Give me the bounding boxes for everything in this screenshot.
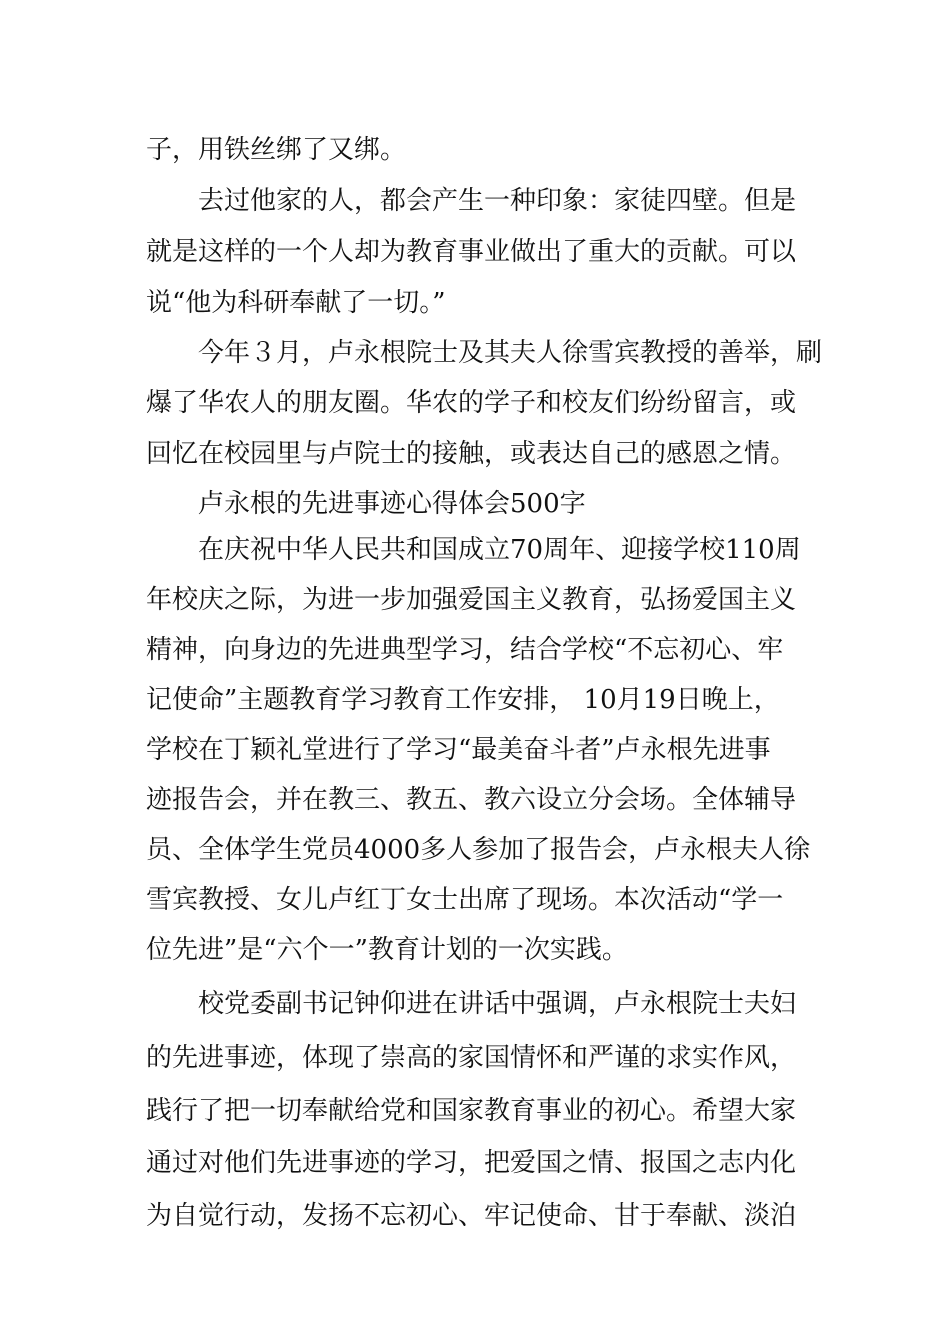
paragraph-first-line: 去过他家的人，都会产生一种印象：家徒四壁。但是	[198, 186, 797, 216]
text-line: 为自觉行动，发扬不忘初心、牢记使命、甘于奉献、淡泊	[146, 1201, 797, 1231]
text-line: 爆了华农人的朋友圈。华农的学子和校友们纷纷留言，或	[146, 388, 797, 418]
paragraph-first-line: 校党委副书记钟仰进在讲话中强调，卢永根院士夫妇	[198, 989, 797, 1019]
paragraph-first-line: 今年３月，卢永根院士及其夫人徐雪宾教授的善举，刷	[198, 338, 823, 368]
text-line: 员、全体学生党员4000多人参加了报告会，卢永根夫人徐	[146, 835, 811, 865]
text-line: 雪宾教授、女儿卢红丁女士出席了现场。本次活动“学一	[146, 885, 784, 915]
text-line: 位先进”是“六个一”教育计划的一次实践。	[146, 935, 628, 965]
text-line: 就是这样的一个人却为教育事业做出了重大的贡献。可以	[146, 237, 797, 267]
text-line: 回忆在校园里与卢院士的接触，或表达自己的感恩之情。	[146, 439, 797, 469]
text-line: 说“他为科研奉献了一切。”	[146, 288, 446, 318]
text-line: 迹报告会，并在教三、教五、教六设立分会场。全体辅导	[146, 785, 797, 815]
paragraph-first-line: 在庆祝中华人民共和国成立70周年、迎接学校110周	[198, 535, 801, 565]
section-heading: 卢永根的先进事迹心得体会500字	[198, 489, 586, 519]
text-line: 践行了把一切奉献给党和国家教育事业的初心。希望大家	[146, 1096, 797, 1126]
text-line: 学校在丁颖礼堂进行了学习“最美奋斗者”卢永根先进事	[146, 735, 771, 765]
text-line: 年校庆之际，为进一步加强爱国主义教育，弘扬爱国主义	[146, 585, 797, 615]
text-line: 记使命”主题教育学习教育工作安排， 10月19日晚上，	[146, 685, 780, 715]
text-line: 的先进事迹，体现了崇高的家国情怀和严谨的求实作风，	[146, 1043, 797, 1073]
text-line: 通过对他们先进事迹的学习，把爱国之情、报国之志内化	[146, 1148, 797, 1178]
text-line: 精神，向身边的先进典型学习，结合学校“不忘初心、牢	[146, 635, 784, 665]
text-line: 子，用铁丝绑了又绑。	[146, 135, 407, 165]
